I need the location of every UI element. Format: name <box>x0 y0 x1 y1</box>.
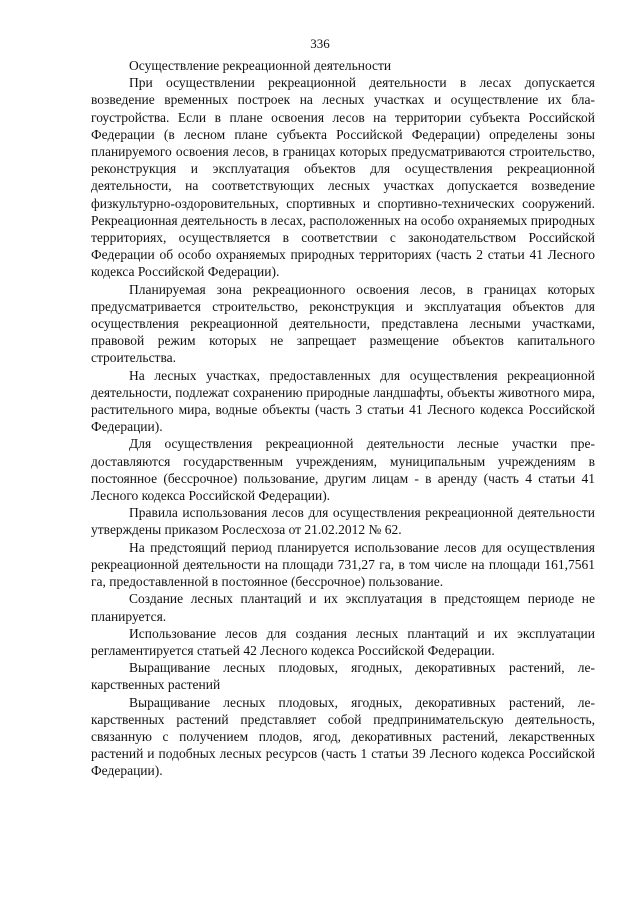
paragraph-usage-rules: Правила использования лесов для осуществления рекреационной деятельности утверждены приказом Рослесхоза от 21.02.2012 № 62. <box>91 505 595 538</box>
paragraph-planned-area: На предстоящий период планируется использование лесов для осуществления рекреационной деятельности на площади 731,27 га, в том числе на площади 161,7561 га, предоставленной в постоянное (бессрочное) пользование. <box>91 539 595 590</box>
paragraph-cultivation-heading: Выращивание лесных плодовых, ягодных, декоративных растений, лекарственных растений <box>91 660 595 693</box>
page-number: 336 <box>310 36 330 51</box>
paragraph-land-provision: Для осуществления рекреационной деятельности лесные участки предоставляются государственным учреждениям, муниципальным учреждениям в постоянное (бессрочное) пользование, другим лицам - в аренду (часть 4 статьи 41 Лесного кодекса Российской Федерации). <box>91 436 595 504</box>
paragraph-plantations-regulation: Использование лесов для создания лесных плантаций и их эксплуатации регламентируется статьей 42 Лесного кодекса Российской Федерации. <box>91 625 595 658</box>
paragraph-cultivation-definition: Выращивание лесных плодовых, ягодных, декоративных растений, лекарственных растений представляет собой предпринимательскую деятельность, связанную с получением плодов, ягод, декоративных растений, лекарственных растений и подобных лесных ресурсов (часть 1 статьи 39 Лесного кодекса Российской Федерации). <box>91 694 595 779</box>
paragraph-recreation-buildings: При осуществлении рекреационной деятельности в лесах допускается возведение временных построек на лесных участках и осуществление их благоустройства. Если в плане освоения лесов на территории субъекта Российской Федерации (в лесном плане субъекта Российской Федерации) определены зоны планируемого освоения лесов, в границах которых предусматриваются строительство, реконструкция и эксплуатация объектов для осуществления рекреационной деятельности, на соответствующих лесных участках допускается возведение физкультурно-оздоровительных, спортивных и спортивно-технических сооружений. Рекреационная деятельность в лесах, расположенных на особо охраняемых природных территориях, осуществляется в соответствии с законодательством Российской Федерации об особо охраняемых природных территориях (часть 2 статьи 41 Лесного кодекса Российской Федерации). <box>91 75 595 280</box>
paragraph-planned-zone: Планируемая зона рекреационного освоения лесов, в границах которых предусматривается строительство, реконструкция и эксплуатация объектов для осуществления рекреационной деятельности, представлена лесными участками, правовой режим которых не запрещает размещение объектов капитального строительства. <box>91 281 595 366</box>
section-heading: Осуществление рекреационной деятельности <box>129 58 392 73</box>
paragraph-plantations-not-planned: Создание лесных плантаций и их эксплуатация в предстоящем периоде не планируется. <box>91 591 595 624</box>
page-content <box>91 57 595 780</box>
paragraph-landscape-preservation: На лесных участках, предоставленных для осуществления рекреационной деятельности, подлежат сохранению природные ландшафты, объекты животного мира, растительного мира, водные объекты (часть 3 статьи 41 Лесного кодекса Российской Федерации). <box>91 367 595 435</box>
